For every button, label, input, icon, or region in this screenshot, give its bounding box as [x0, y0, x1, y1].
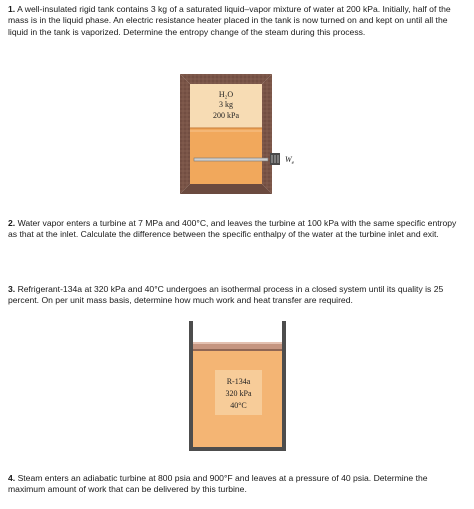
tank-liquid-region — [190, 128, 262, 184]
refrigerant-pressure-label: 320 kPa — [225, 389, 252, 398]
problem-1-text: A well-insulated rigid tank contains 3 kg of a saturated liquid–vapor mixture of water at 200 kPa. Initially, half of the mass is in the liquid phase. An electric resistance heater placed in the tank is now turned on and kept on until all the liquid in the tank is vaporized. Determine the entropy change of the steam during this process. — [8, 4, 451, 37]
problem-2-text: Water vapor enters a turbine at 7 MPa and 400°C, and leaves the turbine at 100 kPa with the same specific entropy as that at the inlet. Calculate the difference between the specific enthalpy of the water at the turbine inlet and exit. — [8, 218, 457, 240]
problem-3 — [8, 284, 466, 307]
tank-substance-label: H₂O — [218, 90, 234, 99]
problem-4-number: 4. — [8, 473, 16, 483]
tank-mass-label: 3 kg — [219, 100, 233, 109]
heater-rod — [194, 158, 268, 161]
problem-4-text: Steam enters an adiabatic turbine at 800 psia and 900°F and leaves at a pressure of 40 psia. Determine the maximum amount of work that can be delivered by this turbine. — [8, 473, 428, 495]
tank-pressure-label: 200 kPa — [213, 111, 239, 120]
work-label: $W_e$ — [285, 155, 295, 166]
problem-2 — [8, 218, 466, 241]
refrigerant-temperature-label: 40°C — [230, 401, 247, 410]
cylinder-right-wall — [282, 321, 286, 451]
tank-insulation-top — [180, 74, 272, 84]
cylinder-bottom — [189, 447, 286, 451]
figure-piston-cylinder — [189, 321, 286, 451]
problem-4 — [8, 473, 466, 496]
problem-1-number: 1. — [8, 4, 16, 14]
tank-insulation-left — [180, 74, 190, 194]
problem-3-number: 3. — [8, 284, 16, 294]
tank-insulation-right — [262, 74, 272, 194]
cylinder-left-wall — [189, 321, 193, 451]
problem-3-text: Refrigerant-134a at 320 kPa and 40°C undergoes an isothermal process in a closed system until its quality is 25 percent. On per unit mass basis, determine how much work and heat transfer are required. — [8, 284, 444, 306]
tank-insulation-bottom — [180, 184, 272, 194]
refrigerant-substance-label: R-134a — [226, 377, 251, 386]
problem-2-number: 2. — [8, 218, 16, 228]
